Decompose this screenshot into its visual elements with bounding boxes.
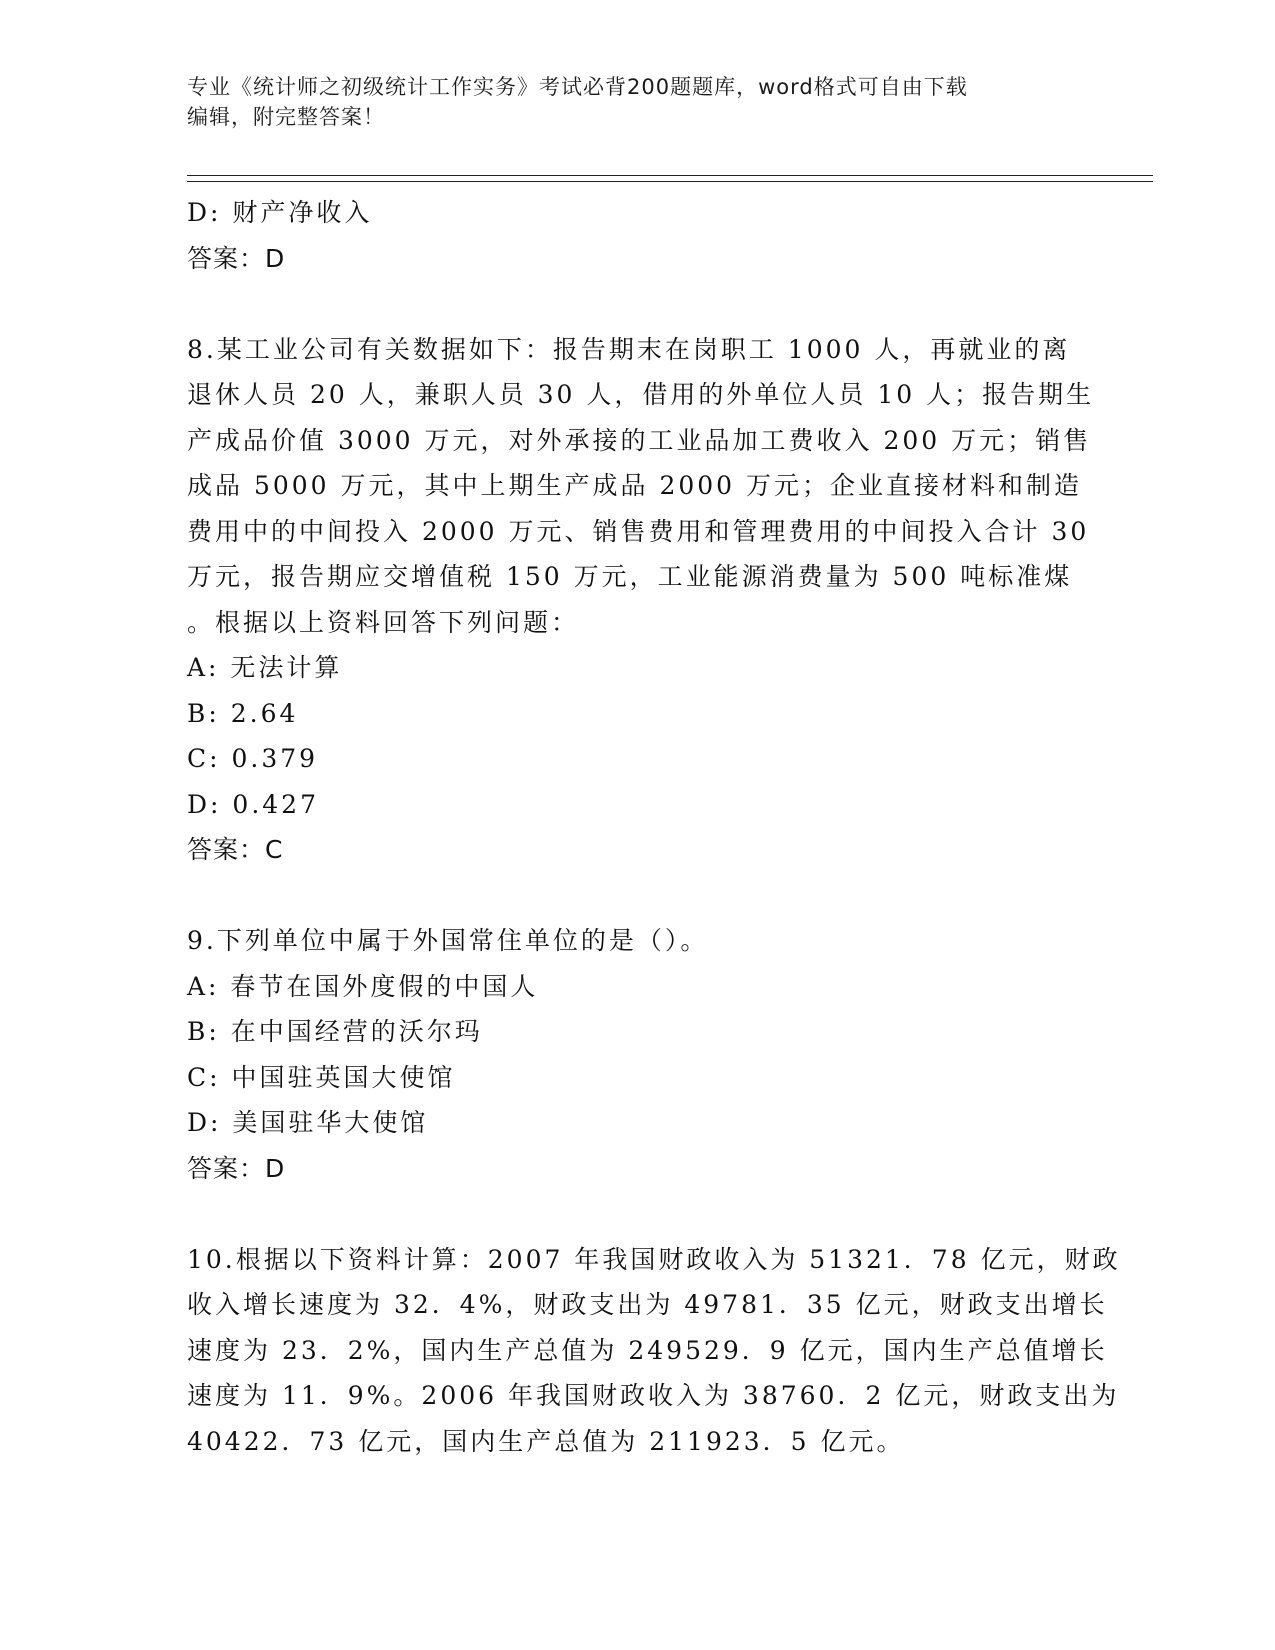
question-stem-line: 产成品价值 3000 万元，对外承接的工业品加工费收入 200 万元；销售 [187,425,1092,455]
header-divider-top [187,175,1153,176]
question-stem-line: 万元，报告期应交增值税 150 万元，工业能源消费量为 500 吨标准煤 [187,562,1073,591]
option-d: D: 美国驻华大使馆 [187,1108,429,1137]
option-c: C: 0.379 [187,744,319,773]
page-header [187,72,1067,132]
question-stem-line: 40422．73 亿元，国内生产总值为 211923．5 亿元。 [187,1426,905,1456]
option-a: A: 春节在国外度假的中国人 [187,971,539,1001]
header-line-2: 编辑，附完整答案！ [187,105,385,129]
option-b: B: 在中国经营的沃尔玛 [187,1017,483,1046]
header-line-1: 专业《统计师之初级统计工作实务》考试必背200题题库，word格式可自由下载 [187,75,968,99]
question-10 [187,1237,1121,1465]
answer: 答案：C [187,835,284,864]
question-stem-line: 8.某工业公司有关数据如下：报告期末在岗职工 1000 人，再就业的离 [187,334,1071,364]
option-d: D: 0.427 [187,789,319,819]
question-stem-line: 成品 5000 万元，其中上期生产成品 2000 万元；企业直接材料和制造 [187,471,1083,500]
option-b: B: 2.64 [187,698,299,728]
document-body [187,190,1121,1464]
header-divider-bottom [187,181,1153,182]
question-stem-line: 速度为 11．9%。2006 年我国财政收入为 38760．2 亿元，财政支出为 [187,1381,1120,1410]
question-stem-line: 退休人员 20 人，兼职人员 30 人，借用的外单位人员 10 人；报告期生 [187,380,1095,409]
question-stem-line: 10.根据以下资料计算：2007 年我国财政收入为 51321．78 亿元，财政 [187,1244,1121,1274]
question-stem-line: 。根据以上资料回答下列问题： [187,607,580,637]
question-stem-line: 费用中的中间投入 2000 万元、销售费用和管理费用的中间投入合计 30 [187,516,1090,546]
question-9 [187,918,1087,1191]
option-a: A: 无法计算 [187,653,343,682]
answer: 答案：D [187,1153,286,1183]
option-d: D: 财产净收入 [187,198,373,227]
answer: 答案：D [187,243,286,273]
option-c: C: 中国驻英国大使馆 [187,1062,456,1092]
question-stem-line: 速度为 23．2%，国内生产总值为 249529．9 亿元，国内生产总值增长 [187,1335,1108,1365]
question-stem-line: 收入增长速度为 32．4%，财政支出为 49781．35 亿元，财政支出增长 [187,1290,1108,1319]
question-stem: 9.下列单位中属于外国常住单位的是（）。 [187,926,709,955]
question-8 [187,327,1095,873]
question-7 [187,190,1087,281]
